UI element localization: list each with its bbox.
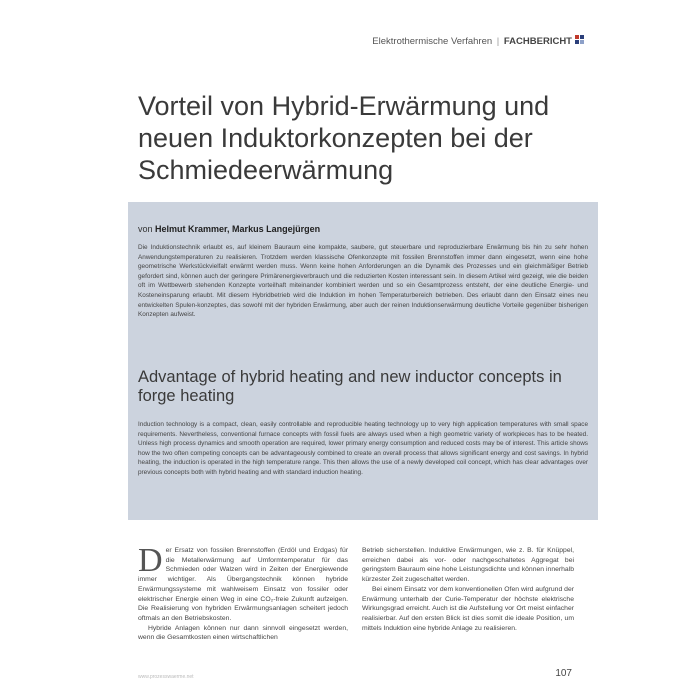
body-column-left bbox=[138, 542, 348, 643]
abstract-german: Die Induktionstechnik erlaubt es, auf kleinem Bauraum eine kompakte, saubere, gut steuerbare und reproduzierbare Erwärmung bis hin zu sehr hohen Anwendungstemperaturen zu realisieren. Trotzdem werden klassische Ofenkonzepte mit fossilen Brennstoffen immer dann eingesetzt, wenn eine hohe geometrische Werkstückvielfalt erwärmt werden muss. Wenn keine hohen Anforderungen an die Dynamik des Prozesses und ein gleichmäßiger Betrieb gefordert sind, können auch der geringere Primärenergieverbrauch und die reduzierten Kosten interessant sein. In diesem Artikel wird gezeigt, wie die beiden oft im Wettbewerb stehenden Konzepte vorteilhaft miteinander kombiniert werden und so ein Gesamtprozess entsteht, der eine deutliche Energie- und Kosteneinsparung erlaubt. Mit diesem Hybridbetrieb wird die Induktion im hohen Temperaturbereich betrieben. Des erlaubt dann den Einsatz eines neu entwickelten Spulen-konzeptes, das sowohl mit der hybriden Erwärmung, aber auch der reinen Induktionserwärmung deutliche Vorteile gegenüber bisherigen Konzepten aufweist. bbox=[138, 244, 588, 319]
header-separator: | bbox=[496, 36, 500, 47]
authors-prefix: von bbox=[138, 224, 153, 234]
publisher-logo-icon bbox=[575, 35, 585, 45]
authors-line bbox=[138, 224, 320, 234]
english-title: Advantage of hybrid heating and new inductor concepts in forge heating bbox=[138, 368, 562, 405]
author-names: Helmut Krammer, Markus Langejürgen bbox=[155, 224, 321, 234]
body-paragraph: er Ersatz von fossilen Brennstoffen (Erdöl und Erdgas) für die Metallerwärmung auf Umformtemperatur für das Schmieden oder Walzen wird in Zeiten der Energiewende immer wichtiger. Als Übergangstechnik können hybride Erwärmungssysteme mit wahlweisem Einsatz von fossiler oder elektrischer Energie einen Weg in eine CO₂-freie Zukunft aufzeigen. Die Realisierung von hybriden Erwärmungsanlagen scheitert jedoch oftmals an den Betriebskosten. bbox=[138, 547, 348, 622]
section-name: Elektrothermische Verfahren bbox=[372, 36, 493, 47]
abstract-english: Induction technology is a compact, clean, easily controllable and reproducible heating technology up to very high application temperatures with small space requirements. Nevertheless, conventional furnace concepts with fossil fuels are always used when a high geometric variety of workpieces has to be heated. Unless high process dynamics and smooth operation are required, lower primary energy consumption and reduced costs may be of interest. This article shows how the two often competing concepts can be advantageously combined to create an overall process that allows significant energy and cost savings. In hybrid heating, the induction is operated in the high temperature range. This then allows the use of a newly developed coil concept, which has clear advantages over previous concepts both with hybrid heating and with standard induction heating. bbox=[138, 421, 588, 476]
page-number: 107 bbox=[555, 668, 572, 679]
running-header bbox=[372, 36, 572, 47]
body-paragraph: Bei einem Einsatz vor dem konventionellen Ofen wird aufgrund der Erwärmung unterhalb der Curie-Temperatur der höchste elektrische Wirkungsgrad erreicht. Auch ist die Aufstellung vor Ort meist einfacher realisierbar. Auf den ersten Blick ist dies somit die ideale Position, um mittels Induktion eine hybride Anlage zu realisieren. bbox=[362, 585, 574, 632]
footer-url: www.prozesswaerme.net bbox=[138, 674, 194, 680]
section-tag: FACHBERICHT bbox=[503, 36, 572, 47]
body-column-right bbox=[362, 546, 574, 633]
body-paragraph: Betrieb sicherstellen. Induktive Erwärmungen, wie z. B. für Knüppel, erreichen dabei als vor- oder nachgeschaltetes Aggregat bei geringstem Bauraum eine hohe Leistungsdichte und können innerhalb kürzester Zeit zugeschaltet werden. bbox=[362, 547, 574, 584]
drop-cap: D bbox=[138, 542, 163, 579]
article-title: Vorteil von Hybrid-Erwärmung und neuen Induktorkonzepten bei der Schmiedeerwärmung bbox=[138, 91, 550, 185]
body-paragraph: Hybride Anlagen können nur dann sinnvoll eingesetzt werden, wenn die Gesamtkosten einen wirtschaftlichen bbox=[138, 624, 348, 642]
